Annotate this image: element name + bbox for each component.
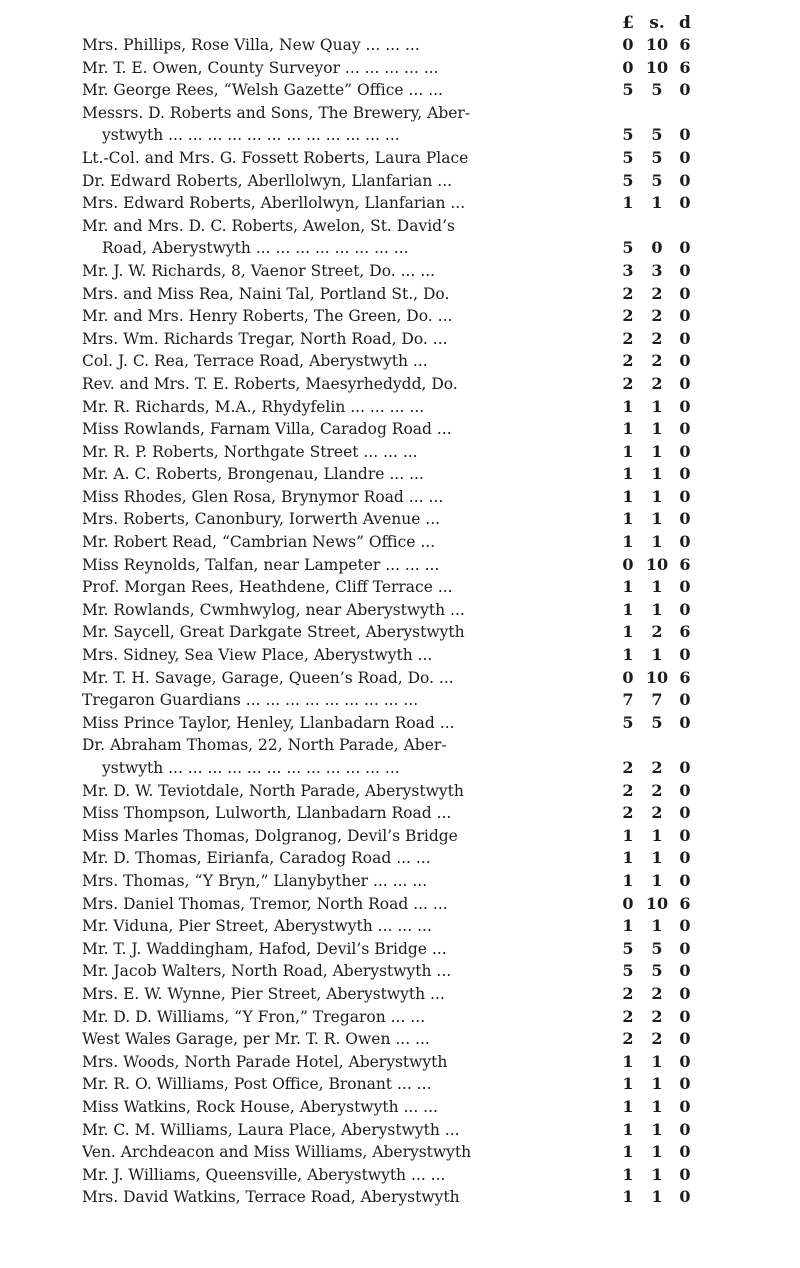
subscriber-line	[82, 983, 691, 1006]
shillings-amount: 2	[651, 351, 663, 371]
pounds-amount: 5	[622, 170, 634, 190]
subscriber-line	[82, 508, 691, 531]
pence-amount: 0	[679, 1142, 691, 1162]
pounds-amount: 2	[622, 758, 634, 777]
subscriber-text: Mrs. Sidney, Sea View Place, Aberystwyth ...	[82, 646, 433, 665]
pounds-amount: 1	[622, 848, 634, 868]
subscriber-line	[82, 283, 691, 306]
pounds-amount: 1	[622, 916, 634, 936]
pounds-amount: 2	[622, 306, 634, 326]
subscriber-line	[82, 847, 691, 870]
subscriber-line	[82, 170, 691, 193]
shillings-amount: 2	[651, 803, 663, 823]
subscriber-text: Mrs. Phillips, Rose Villa, New Quay ... ... ...	[82, 36, 420, 54]
shillings-amount: 2	[651, 373, 663, 393]
pence-amount: 6	[679, 667, 691, 687]
pence-amount: 0	[679, 125, 691, 145]
subscriber-line	[82, 576, 691, 599]
pounds-amount: 1	[622, 870, 634, 890]
subscriber-line	[82, 734, 687, 757]
pounds-amount: 3	[622, 260, 634, 280]
pounds-amount: 1	[622, 577, 634, 597]
pence-amount: 0	[679, 283, 691, 303]
subscriber-text: Mr. A. C. Roberts, Brongenau, Llandre ... ...	[82, 465, 424, 484]
pounds-amount: 1	[622, 441, 634, 461]
shillings-amount: 1	[651, 1119, 663, 1139]
subscriber-text: Miss Thompson, Lulworth, Llanbadarn Road ...	[82, 804, 452, 823]
pounds-amount: 1	[622, 825, 634, 845]
pence-amount: 0	[679, 1074, 691, 1094]
pounds-amount: 1	[622, 1096, 634, 1116]
subscriber-line	[82, 1051, 691, 1074]
subscriber-line	[82, 712, 691, 735]
pounds-amount: 5	[622, 125, 634, 145]
subscriber-line	[82, 1028, 691, 1051]
shillings-amount: 2	[651, 758, 663, 777]
pounds-amount: 1	[622, 419, 634, 439]
pounds-amount: 2	[622, 1029, 634, 1049]
subscriber-text: West Wales Garage, per Mr. T. R. Owen ... ...	[82, 1030, 430, 1049]
pence-amount: 0	[679, 464, 691, 484]
subscriber-text: Mr. Robert Read, “Cambrian News” Office ...	[82, 533, 436, 552]
shillings-amount: 1	[651, 1164, 663, 1184]
shillings-amount: 2	[651, 328, 663, 348]
shillings-amount: 10	[645, 667, 669, 687]
subscriber-line	[82, 870, 691, 893]
pence-header: d	[679, 13, 691, 33]
pence-amount: 0	[679, 983, 691, 1003]
shillings-amount: 10	[645, 893, 669, 913]
pence-amount: 0	[679, 803, 691, 823]
shillings-amount: 2	[651, 283, 663, 303]
subscriber-line	[82, 1141, 691, 1164]
shillings-amount: 1	[651, 1187, 663, 1207]
pence-amount: 0	[679, 238, 691, 258]
pounds-amount: 5	[622, 938, 634, 958]
shillings-amount: 5	[651, 125, 663, 145]
pence-amount: 0	[679, 1051, 691, 1071]
subscriber-line	[82, 825, 691, 848]
subscriber-line	[82, 192, 691, 215]
shillings-amount: 1	[651, 1074, 663, 1094]
pence-amount: 0	[679, 80, 691, 100]
subscriber-text: Mr. D. W. Teviotdale, North Parade, Aberystwyth	[82, 781, 464, 800]
subscriber-line	[82, 124, 691, 147]
subscriber-line	[82, 757, 691, 780]
pounds-amount: 0	[622, 57, 634, 77]
subscriber-line	[82, 260, 691, 283]
shillings-amount: 2	[651, 983, 663, 1003]
shillings-amount: 2	[651, 306, 663, 326]
shillings-amount: 3	[651, 260, 663, 280]
pence-amount: 0	[679, 1119, 691, 1139]
subscriber-text: Ven. Archdeacon and Miss Williams, Aberystwyth	[82, 1143, 472, 1162]
pence-amount: 0	[679, 848, 691, 868]
pence-amount: 0	[679, 690, 691, 710]
pence-amount: 0	[679, 193, 691, 213]
subscriber-text: Mr. Rowlands, Cwmhwylog, near Aberystwyth ...	[82, 600, 465, 619]
pence-amount: 0	[679, 1164, 691, 1184]
subscriber-line	[82, 689, 691, 712]
pence-amount: 0	[679, 373, 691, 393]
subscriber-text: Mr. and Mrs. D. C. Roberts, Awelon, St. David’s	[82, 216, 455, 235]
pounds-amount: 2	[622, 283, 634, 303]
subscriber-text: Miss Prince Taylor, Henley, Llanbadarn Road ...	[82, 713, 455, 732]
pence-amount: 0	[679, 396, 691, 416]
subscriber-text: Messrs. D. Roberts and Sons, The Brewery, Aber-	[82, 103, 471, 122]
pence-amount: 0	[679, 351, 691, 371]
pounds-amount: 5	[622, 147, 634, 167]
shillings-amount: 1	[651, 645, 663, 665]
pounds-amount: 5	[622, 712, 634, 732]
shillings-amount: 1	[651, 848, 663, 868]
subscriber-text: Miss Watkins, Rock House, Aberystwyth ... ...	[82, 1097, 438, 1116]
subscriber-text: ystwyth ... ... ... ... ... ... ... ... ... ... ... ...	[102, 759, 400, 777]
subscriber-text: Mr. C. M. Williams, Laura Place, Aberystwyth ...	[82, 1120, 460, 1139]
subscriber-text: Mrs. Woods, North Parade Hotel, Aberystwyth	[82, 1052, 448, 1071]
subscriber-line	[82, 237, 691, 260]
pence-amount: 0	[679, 938, 691, 958]
pounds-amount: 2	[622, 803, 634, 823]
subscriber-text: Mr. T. H. Savage, Garage, Queen’s Road, Do. ...	[82, 668, 454, 687]
pounds-header: £	[622, 13, 634, 33]
subscriber-text: Mrs. David Watkins, Terrace Road, Aberystwyth	[82, 1188, 460, 1207]
pence-amount: 0	[679, 758, 691, 777]
subscriber-line	[82, 1119, 691, 1142]
subscriber-text: Dr. Abraham Thomas, 22, North Parade, Aber-	[82, 736, 447, 755]
subscriber-list	[82, 34, 691, 1209]
subscriber-line	[82, 1186, 691, 1209]
pence-amount: 0	[679, 577, 691, 597]
pence-amount: 6	[679, 35, 691, 54]
subscriber-text: Mr. R. P. Roberts, Northgate Street ... ... ...	[82, 442, 418, 461]
shillings-amount: 1	[651, 916, 663, 936]
subscriber-line	[82, 418, 691, 441]
pence-amount: 0	[679, 147, 691, 167]
pence-amount: 0	[679, 170, 691, 190]
shillings-amount: 1	[651, 1096, 663, 1116]
pence-amount: 6	[679, 57, 691, 77]
pounds-amount: 1	[622, 532, 634, 552]
subscriber-line	[82, 1006, 691, 1029]
shillings-amount: 1	[651, 1051, 663, 1071]
subscriber-text: Mr. T. E. Owen, County Surveyor ... ... ... ... ...	[82, 58, 439, 77]
subscriber-text: Mr. R. O. Williams, Post Office, Bronant ... ...	[82, 1075, 432, 1094]
subscriber-line	[82, 960, 691, 983]
pence-amount: 0	[679, 441, 691, 461]
subscriber-line	[82, 802, 691, 825]
pence-amount: 6	[679, 554, 691, 574]
subscriber-line	[82, 486, 691, 509]
subscriber-line	[82, 102, 687, 125]
pounds-amount: 2	[622, 351, 634, 371]
subscriber-text: Mrs. Roberts, Canonbury, Iorwerth Avenue ...	[82, 510, 441, 529]
subscriber-line	[82, 893, 691, 916]
pence-amount: 0	[679, 712, 691, 732]
shillings-amount: 5	[651, 80, 663, 100]
subscriber-text: Mrs. Thomas, “Y Bryn,” Llanybyther ... ... ...	[82, 871, 428, 890]
pence-amount: 6	[679, 622, 691, 642]
subscriber-line	[82, 667, 691, 690]
shillings-amount: 1	[651, 599, 663, 619]
shillings-amount: 2	[651, 1029, 663, 1049]
shillings-amount: 1	[651, 419, 663, 439]
pounds-amount: 2	[622, 373, 634, 393]
pounds-amount: 1	[622, 1142, 634, 1162]
shillings-amount: 10	[645, 35, 669, 54]
pounds-amount: 7	[622, 690, 634, 710]
shillings-amount: 7	[651, 690, 663, 710]
subscriber-text: Mr. Jacob Walters, North Road, Aberystwyth ...	[82, 962, 452, 981]
pence-amount: 0	[679, 532, 691, 552]
pounds-amount: 1	[622, 1164, 634, 1184]
pence-amount: 0	[679, 825, 691, 845]
subscriber-line	[82, 531, 691, 554]
pence-amount: 0	[679, 419, 691, 439]
pounds-amount: 2	[622, 328, 634, 348]
shillings-amount: 1	[651, 577, 663, 597]
pence-amount: 0	[679, 486, 691, 506]
subscriber-text: Col. J. C. Rea, Terrace Road, Aberystwyth ...	[82, 352, 428, 371]
shillings-amount: 5	[651, 170, 663, 190]
shillings-amount: 5	[651, 938, 663, 958]
subscriber-line	[82, 147, 691, 170]
pounds-amount: 0	[622, 554, 634, 574]
subscriber-line	[82, 463, 691, 486]
pence-amount: 0	[679, 780, 691, 800]
subscriber-text: Miss Rowlands, Farnam Villa, Caradog Road ...	[82, 420, 452, 439]
pounds-amount: 1	[622, 509, 634, 529]
shillings-amount: 1	[651, 870, 663, 890]
pence-amount: 0	[679, 1187, 691, 1207]
subscriber-text: Mr. Viduna, Pier Street, Aberystwyth ... ... ...	[82, 917, 432, 936]
shillings-amount: 1	[651, 464, 663, 484]
pounds-amount: 2	[622, 1006, 634, 1026]
subscriber-text: Mrs. Wm. Richards Tregar, North Road, Do. ...	[82, 329, 448, 348]
subscriber-text: Rev. and Mrs. T. E. Roberts, Maesyrhedydd, Do.	[82, 374, 458, 393]
shillings-amount: 2	[651, 1006, 663, 1026]
subscriber-text: Mr. Saycell, Great Darkgate Street, Aberystwyth	[82, 623, 465, 642]
subscriber-line	[82, 350, 691, 373]
pence-amount: 0	[679, 1096, 691, 1116]
shillings-amount: 1	[651, 1142, 663, 1162]
pence-amount: 6	[679, 893, 691, 913]
pounds-amount: 1	[622, 193, 634, 213]
shillings-amount: 2	[651, 780, 663, 800]
subscriber-line	[82, 1073, 691, 1096]
pence-amount: 0	[679, 916, 691, 936]
pounds-amount: 1	[622, 645, 634, 665]
subscriber-line	[82, 1164, 691, 1187]
currency-header	[82, 0, 691, 34]
subscriber-text: Prof. Morgan Rees, Heathdene, Cliff Terrace ...	[82, 578, 453, 597]
pounds-amount: 5	[622, 238, 634, 258]
subscriber-text: Tregaron Guardians ... ... ... ... ... ... ... ... ...	[82, 691, 419, 710]
pence-amount: 0	[679, 870, 691, 890]
pence-amount: 0	[679, 961, 691, 981]
pounds-amount: 2	[622, 780, 634, 800]
shillings-amount: 5	[651, 961, 663, 981]
subscriber-text: Dr. Edward Roberts, Aberllolwyn, Llanfarian ...	[82, 171, 453, 190]
shillings-amount: 1	[651, 509, 663, 529]
subscriber-line	[82, 915, 691, 938]
subscriber-line	[82, 57, 691, 80]
subscriber-text: Mrs. E. W. Wynne, Pier Street, Aberystwyth ...	[82, 984, 445, 1003]
subscriber-line	[82, 34, 691, 57]
pounds-amount: 1	[622, 622, 634, 642]
subscriber-line	[82, 305, 691, 328]
shillings-amount: 5	[651, 712, 663, 732]
pence-amount: 0	[679, 328, 691, 348]
pounds-amount: 0	[622, 35, 634, 54]
shillings-amount: 1	[651, 441, 663, 461]
pence-amount: 0	[679, 306, 691, 326]
shillings-header: s.	[649, 13, 665, 33]
shillings-amount: 1	[651, 486, 663, 506]
subscriber-line	[82, 621, 691, 644]
shillings-amount: 10	[645, 554, 669, 574]
subscriber-text: ystwyth ... ... ... ... ... ... ... ... ... ... ... ...	[102, 126, 400, 145]
subscriber-line	[82, 441, 691, 464]
subscriber-text: Mr. D. Thomas, Eirianfa, Caradog Road ... ...	[82, 849, 431, 868]
pence-amount: 0	[679, 599, 691, 619]
subscriber-line	[82, 79, 691, 102]
subscriber-line	[82, 938, 691, 961]
subscriber-line	[82, 599, 691, 622]
pence-amount: 0	[679, 260, 691, 280]
subscriber-text: Mr. R. Richards, M.A., Rhydyfelin ... ... ... ...	[82, 397, 425, 416]
shillings-amount: 1	[651, 396, 663, 416]
subscriber-text: Miss Marles Thomas, Dolgranog, Devil’s Bridge	[82, 826, 458, 845]
subscriber-text: Mr. J. W. Richards, 8, Vaenor Street, Do. ... ...	[82, 261, 436, 280]
subscriber-text: Mr. J. Williams, Queensville, Aberystwyth ... ...	[82, 1165, 446, 1184]
subscriber-line	[82, 1096, 691, 1119]
subscriber-text: Road, Aberystwyth ... ... ... ... ... ... ... ...	[102, 239, 409, 258]
subscriber-text: Mr. George Rees, “Welsh Gazette” Office ... ...	[82, 81, 443, 100]
pounds-amount: 1	[622, 464, 634, 484]
subscriber-text: Miss Reynolds, Talfan, near Lampeter ... ... ...	[82, 555, 440, 574]
pounds-amount: 5	[622, 961, 634, 981]
shillings-amount: 1	[651, 193, 663, 213]
subscriber-text: Mrs. Edward Roberts, Aberllolwyn, Llanfarian ...	[82, 194, 466, 213]
pounds-amount: 1	[622, 599, 634, 619]
pounds-amount: 1	[622, 1074, 634, 1094]
subscriber-text: Lt.-Col. and Mrs. G. Fossett Roberts, Laura Place	[82, 148, 469, 167]
subscriber-line	[82, 215, 687, 238]
pounds-amount: 5	[622, 80, 634, 100]
pence-amount: 0	[679, 509, 691, 529]
pounds-amount: 0	[622, 667, 634, 687]
subscriber-text: Mr. D. D. Williams, “Y Fron,” Tregaron ... ...	[82, 1007, 426, 1026]
subscriber-line	[82, 328, 691, 351]
subscriber-text: Miss Rhodes, Glen Rosa, Brynymor Road ... ...	[82, 487, 444, 506]
shillings-amount: 5	[651, 147, 663, 167]
subscriber-line	[82, 780, 691, 803]
shillings-amount: 0	[651, 238, 663, 258]
subscriber-text: Mrs. Daniel Thomas, Tremor, North Road ... ...	[82, 894, 448, 913]
pence-amount: 0	[679, 1029, 691, 1049]
subscriber-line	[82, 373, 691, 396]
subscriber-text: Mr. and Mrs. Henry Roberts, The Green, Do. ...	[82, 307, 453, 326]
shillings-amount: 2	[651, 622, 663, 642]
shillings-amount: 1	[651, 532, 663, 552]
subscriber-line	[82, 644, 691, 667]
subscriber-line	[82, 396, 691, 419]
pounds-amount: 0	[622, 893, 634, 913]
subscriber-line	[82, 554, 691, 577]
shillings-amount: 1	[651, 825, 663, 845]
pounds-amount: 1	[622, 1187, 634, 1207]
subscriber-text: Mr. T. J. Waddingham, Hafod, Devil’s Bridge ...	[82, 939, 447, 958]
subscription-list-page	[82, 0, 691, 1209]
pence-amount: 0	[679, 645, 691, 665]
pounds-amount: 1	[622, 486, 634, 506]
subscriber-text: Mrs. and Miss Rea, Naini Tal, Portland St., Do.	[82, 284, 450, 303]
pounds-amount: 1	[622, 396, 634, 416]
pence-amount: 0	[679, 1006, 691, 1026]
pounds-amount: 1	[622, 1051, 634, 1071]
pounds-amount: 2	[622, 983, 634, 1003]
pounds-amount: 1	[622, 1119, 634, 1139]
shillings-amount: 10	[645, 57, 669, 77]
